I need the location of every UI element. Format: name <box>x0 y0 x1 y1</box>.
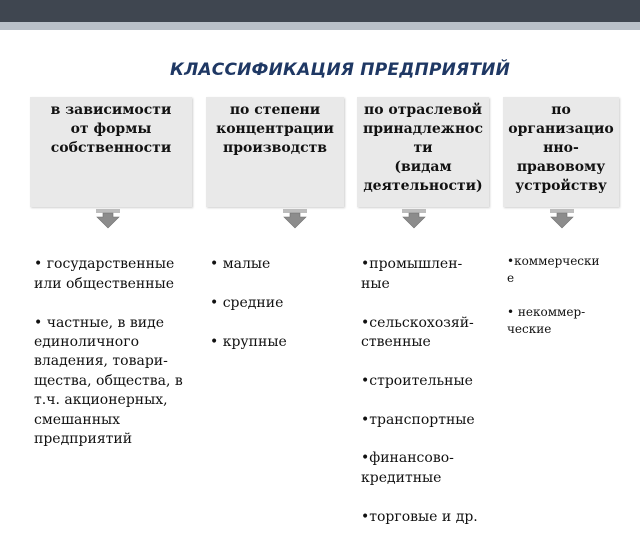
slide-top-stripe <box>0 22 640 30</box>
heading-legal-form: по организацио нно- правовому устройству <box>508 102 614 194</box>
list-item: •сельскохозяй- ственные <box>361 314 474 351</box>
list-item: •транспортные <box>361 411 475 428</box>
list-item: •финансово- кредитные <box>361 450 454 486</box>
list-item: • крупные <box>210 334 287 351</box>
down-arrow-icon <box>281 209 309 229</box>
heading-box-concentration <box>206 97 344 207</box>
heading-industry: по отраслевой принадлежнос ти (видам деятельности) <box>362 102 484 194</box>
list-item: • малые <box>210 256 271 273</box>
heading-ownership: в зависимости от формы собственности <box>50 102 172 156</box>
list-item: • некоммер- ческие <box>507 305 586 336</box>
heading-box-legal-form <box>503 97 619 207</box>
heading-box-ownership <box>30 97 192 207</box>
list-item: •торговые и др. <box>361 508 478 525</box>
list-industry <box>361 236 496 547</box>
list-legal-form <box>507 236 627 355</box>
down-arrow-icon <box>94 209 122 229</box>
list-item: •промышлен- ные <box>361 256 463 292</box>
list-item: •коммерчески е <box>507 254 600 285</box>
down-arrow-icon <box>400 209 428 229</box>
heading-concentration: по степени концентрации производств <box>216 102 334 156</box>
list-item: • средние <box>210 295 284 312</box>
list-item: • государственные или общественные <box>34 256 175 292</box>
list-item: •строительные <box>361 372 473 389</box>
slide-title: КЛАССИФИКАЦИЯ ПРЕДПРИЯТИЙ <box>170 60 510 80</box>
list-ownership <box>34 236 199 469</box>
heading-box-industry <box>357 97 489 207</box>
slide-top-bar <box>0 0 640 22</box>
down-arrow-icon <box>548 209 576 229</box>
list-concentration <box>210 236 340 372</box>
list-item: • частные, в виде единоличного владения, товари- щества, общества, в т.ч. акционерных, смешанных предприятий <box>34 314 183 448</box>
